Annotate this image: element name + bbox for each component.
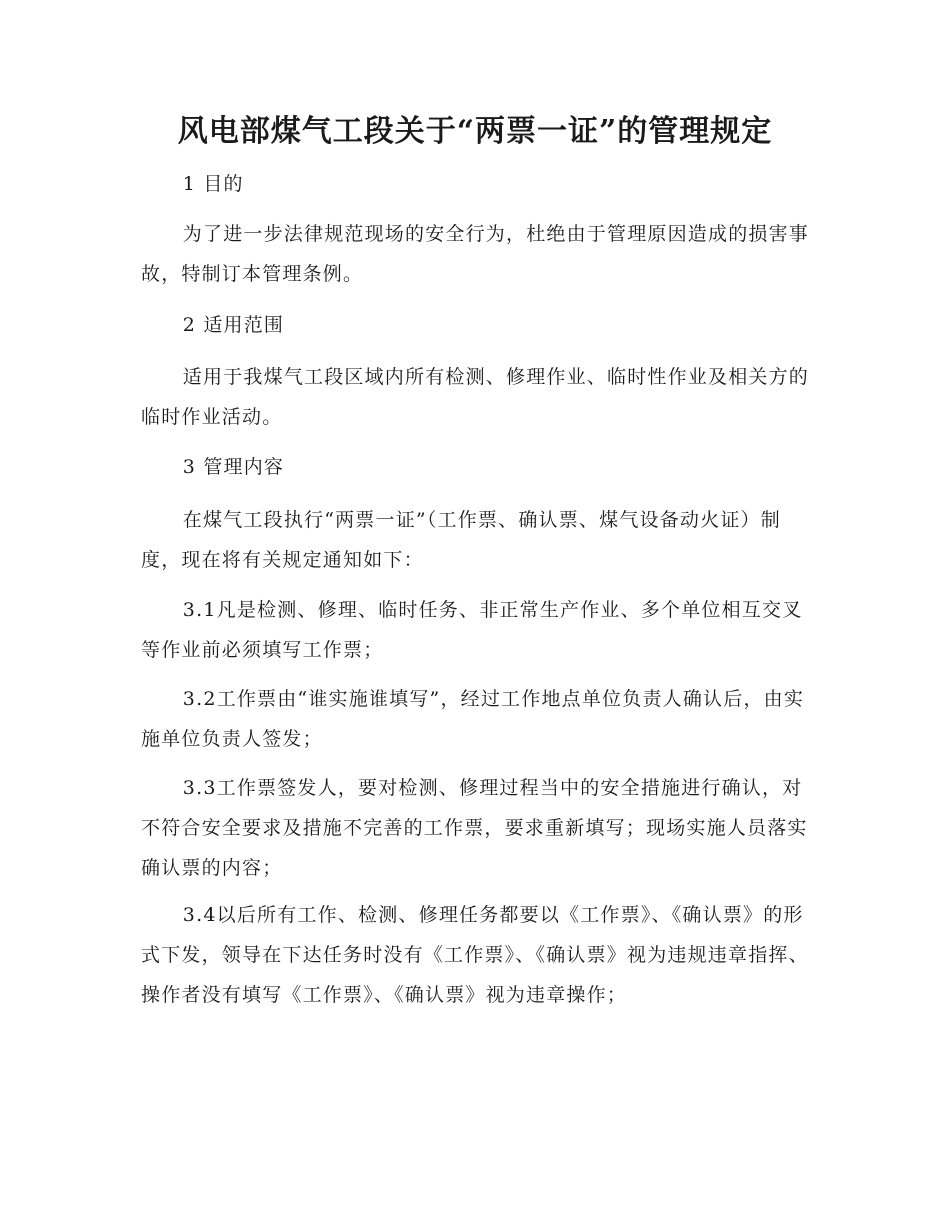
section-3 bbox=[141, 447, 809, 487]
clause-3-4 bbox=[141, 895, 809, 1015]
clause-paragraph: 3.3工作票签发人，要对检测、修理过程当中的安全措施进行确认，对不符合安全要求及措施不完善的工作票，要求重新填写；现场实施人员落实确认票的内容； bbox=[141, 777, 808, 879]
section-3-body bbox=[141, 500, 809, 580]
document-title: 风电部煤气工段关于“两票一证”的管理规定 bbox=[177, 114, 773, 149]
clause-3-2 bbox=[141, 679, 809, 759]
clause-paragraph: 3.2工作票由“谁实施谁填写”，经过工作地点单位负责人确认后，由实施单位负责人签发； bbox=[141, 688, 805, 750]
clause-3-1 bbox=[141, 590, 809, 670]
clause-paragraph: 3.1凡是检测、修理、临时任务、非正常生产作业、多个单位相互交叉等作业前必须填写工作票； bbox=[141, 599, 803, 661]
section-2-body bbox=[141, 357, 809, 437]
section-2 bbox=[141, 305, 809, 345]
section-1 bbox=[141, 164, 809, 204]
section-heading: 1 目的 bbox=[182, 173, 244, 195]
clause-paragraph: 3.4以后所有工作、检测、修理任务都要以《工作票》、《确认票》的形式下发，领导在下达任务时没有《工作票》、《确认票》视为违规违章指挥、操作者没有填写《工作票》、《确认票》视为违章操作； bbox=[141, 904, 809, 1006]
section-1-body bbox=[141, 214, 809, 294]
section-paragraph: 为了进一步法律规范现场的安全行为，杜绝由于管理原因造成的损害事故，特制订本管理条例。 bbox=[141, 223, 809, 285]
section-heading: 2 适用范围 bbox=[182, 314, 285, 336]
clause-3-3 bbox=[141, 768, 809, 888]
section-paragraph: 在煤气工段执行“两票一证”（工作票、确认票、煤气设备动火证）制度，现在将有关规定通知如下： bbox=[141, 509, 781, 571]
section-heading: 3 管理内容 bbox=[182, 456, 285, 478]
section-paragraph: 适用于我煤气工段区域内所有检测、修理作业、临时性作业及相关方的临时作业活动。 bbox=[141, 366, 809, 428]
